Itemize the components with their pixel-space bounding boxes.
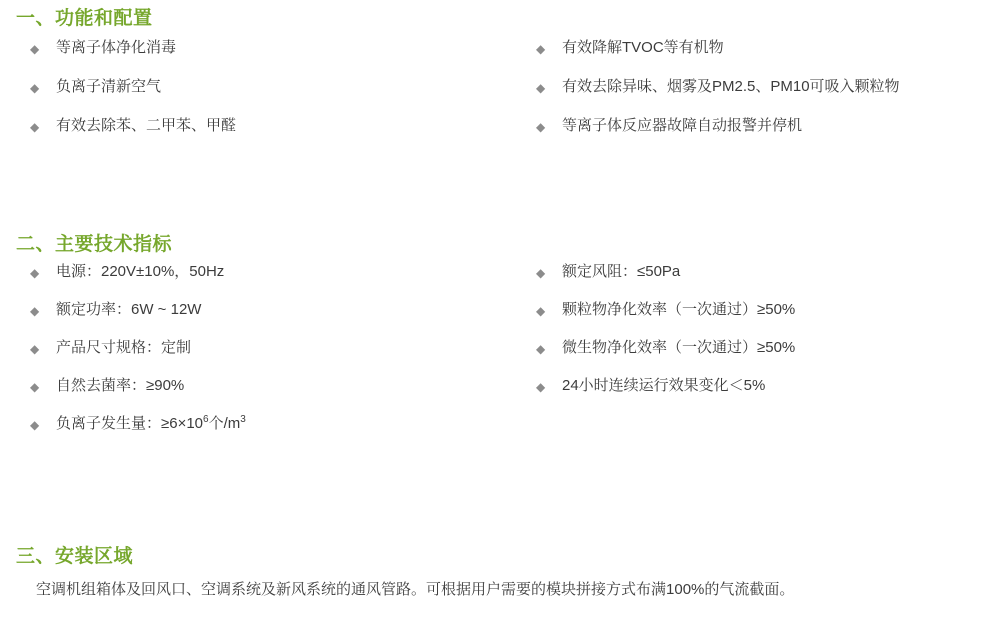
specs-left-list: [30, 262, 510, 434]
list-item-label: 额定风阻：≤50Pa: [562, 263, 681, 280]
features-left-list: [30, 38, 500, 136]
list-item-label: 产品尺寸规格：定制: [56, 339, 192, 356]
specs-right-list: [536, 262, 986, 396]
list-item-label: 24小时连续运行效果变化＜5%: [562, 377, 766, 394]
list-item: [30, 116, 500, 136]
list-item-label: 负离子清新空气: [56, 78, 162, 95]
install-area-paragraph: 空调机组箱体及回风口、空调系统及新风系统的通风管路。可根据用户需要的模块拼接方式布满100%的气流截面。: [36, 581, 795, 598]
bullet-icon: ◆: [536, 342, 546, 356]
bullet-icon: ◆: [536, 380, 546, 394]
negative-ion-exponent-1: 6: [203, 414, 209, 425]
bullet-icon: ◆: [30, 342, 40, 356]
bullet-icon: ◆: [536, 81, 546, 95]
bullet-icon: ◆: [30, 42, 40, 56]
bullet-icon: ◆: [30, 304, 40, 318]
negative-ion-middle: 个/m: [208, 415, 241, 432]
features-right-column: [536, 38, 986, 155]
list-item-label: 有效去除苯、二甲苯、甲醛: [56, 117, 237, 134]
list-item: [536, 262, 986, 282]
features-left-column: [30, 38, 500, 155]
bullet-icon: ◆: [536, 120, 546, 134]
bullet-icon: ◆: [30, 81, 40, 95]
list-item-negative-ion-output: [30, 414, 510, 434]
list-item-label: 颗粒物净化效率（一次通过）≥50%: [562, 301, 796, 318]
list-item: [30, 38, 500, 58]
negative-ion-exponent-2: 3: [240, 414, 246, 425]
list-item-label: 等离子体反应器故障自动报警并停机: [562, 117, 803, 134]
list-item-label: 等离子体净化消毒: [56, 39, 177, 56]
negative-ion-prefix: 负离子发生量：≥6×10: [56, 415, 204, 432]
list-item-label: 有效降解TVOC等有机物: [562, 39, 724, 56]
bullet-icon: ◆: [30, 380, 40, 394]
list-item: [536, 77, 986, 97]
list-item: [536, 38, 986, 58]
list-item-label: 微生物净化效率（一次通过）≥50%: [562, 339, 796, 356]
bullet-icon: ◆: [536, 42, 546, 56]
section-title-features: 一、功能和配置: [16, 8, 153, 29]
features-right-list: [536, 38, 986, 136]
list-item: [536, 376, 986, 396]
section-title-install-area: 三、安装区域: [16, 546, 134, 567]
specs-right-column: [536, 262, 986, 414]
bullet-icon: ◆: [30, 266, 40, 280]
list-item: [536, 300, 986, 320]
list-item-label: 有效去除异味、烟雾及PM2.5、PM10可吸入颗粒物: [562, 78, 900, 95]
specs-left-column: [30, 262, 510, 452]
list-item: [536, 338, 986, 358]
list-item: [30, 77, 500, 97]
list-item: [30, 262, 510, 282]
list-item: [30, 376, 510, 396]
bullet-icon: ◆: [30, 418, 40, 432]
list-item-label: 额定功率：6W ~ 12W: [56, 301, 202, 318]
list-item: [536, 116, 986, 136]
bullet-icon: ◆: [30, 120, 40, 134]
list-item: [30, 300, 510, 320]
list-item-label: 自然去菌率：≥90%: [56, 377, 185, 394]
bullet-icon: ◆: [536, 304, 546, 318]
bullet-icon: ◆: [536, 266, 546, 280]
list-item: [30, 338, 510, 358]
list-item-label: 电源：220V±10%，50Hz: [56, 263, 225, 280]
section-title-specs: 二、主要技术指标: [16, 234, 173, 255]
